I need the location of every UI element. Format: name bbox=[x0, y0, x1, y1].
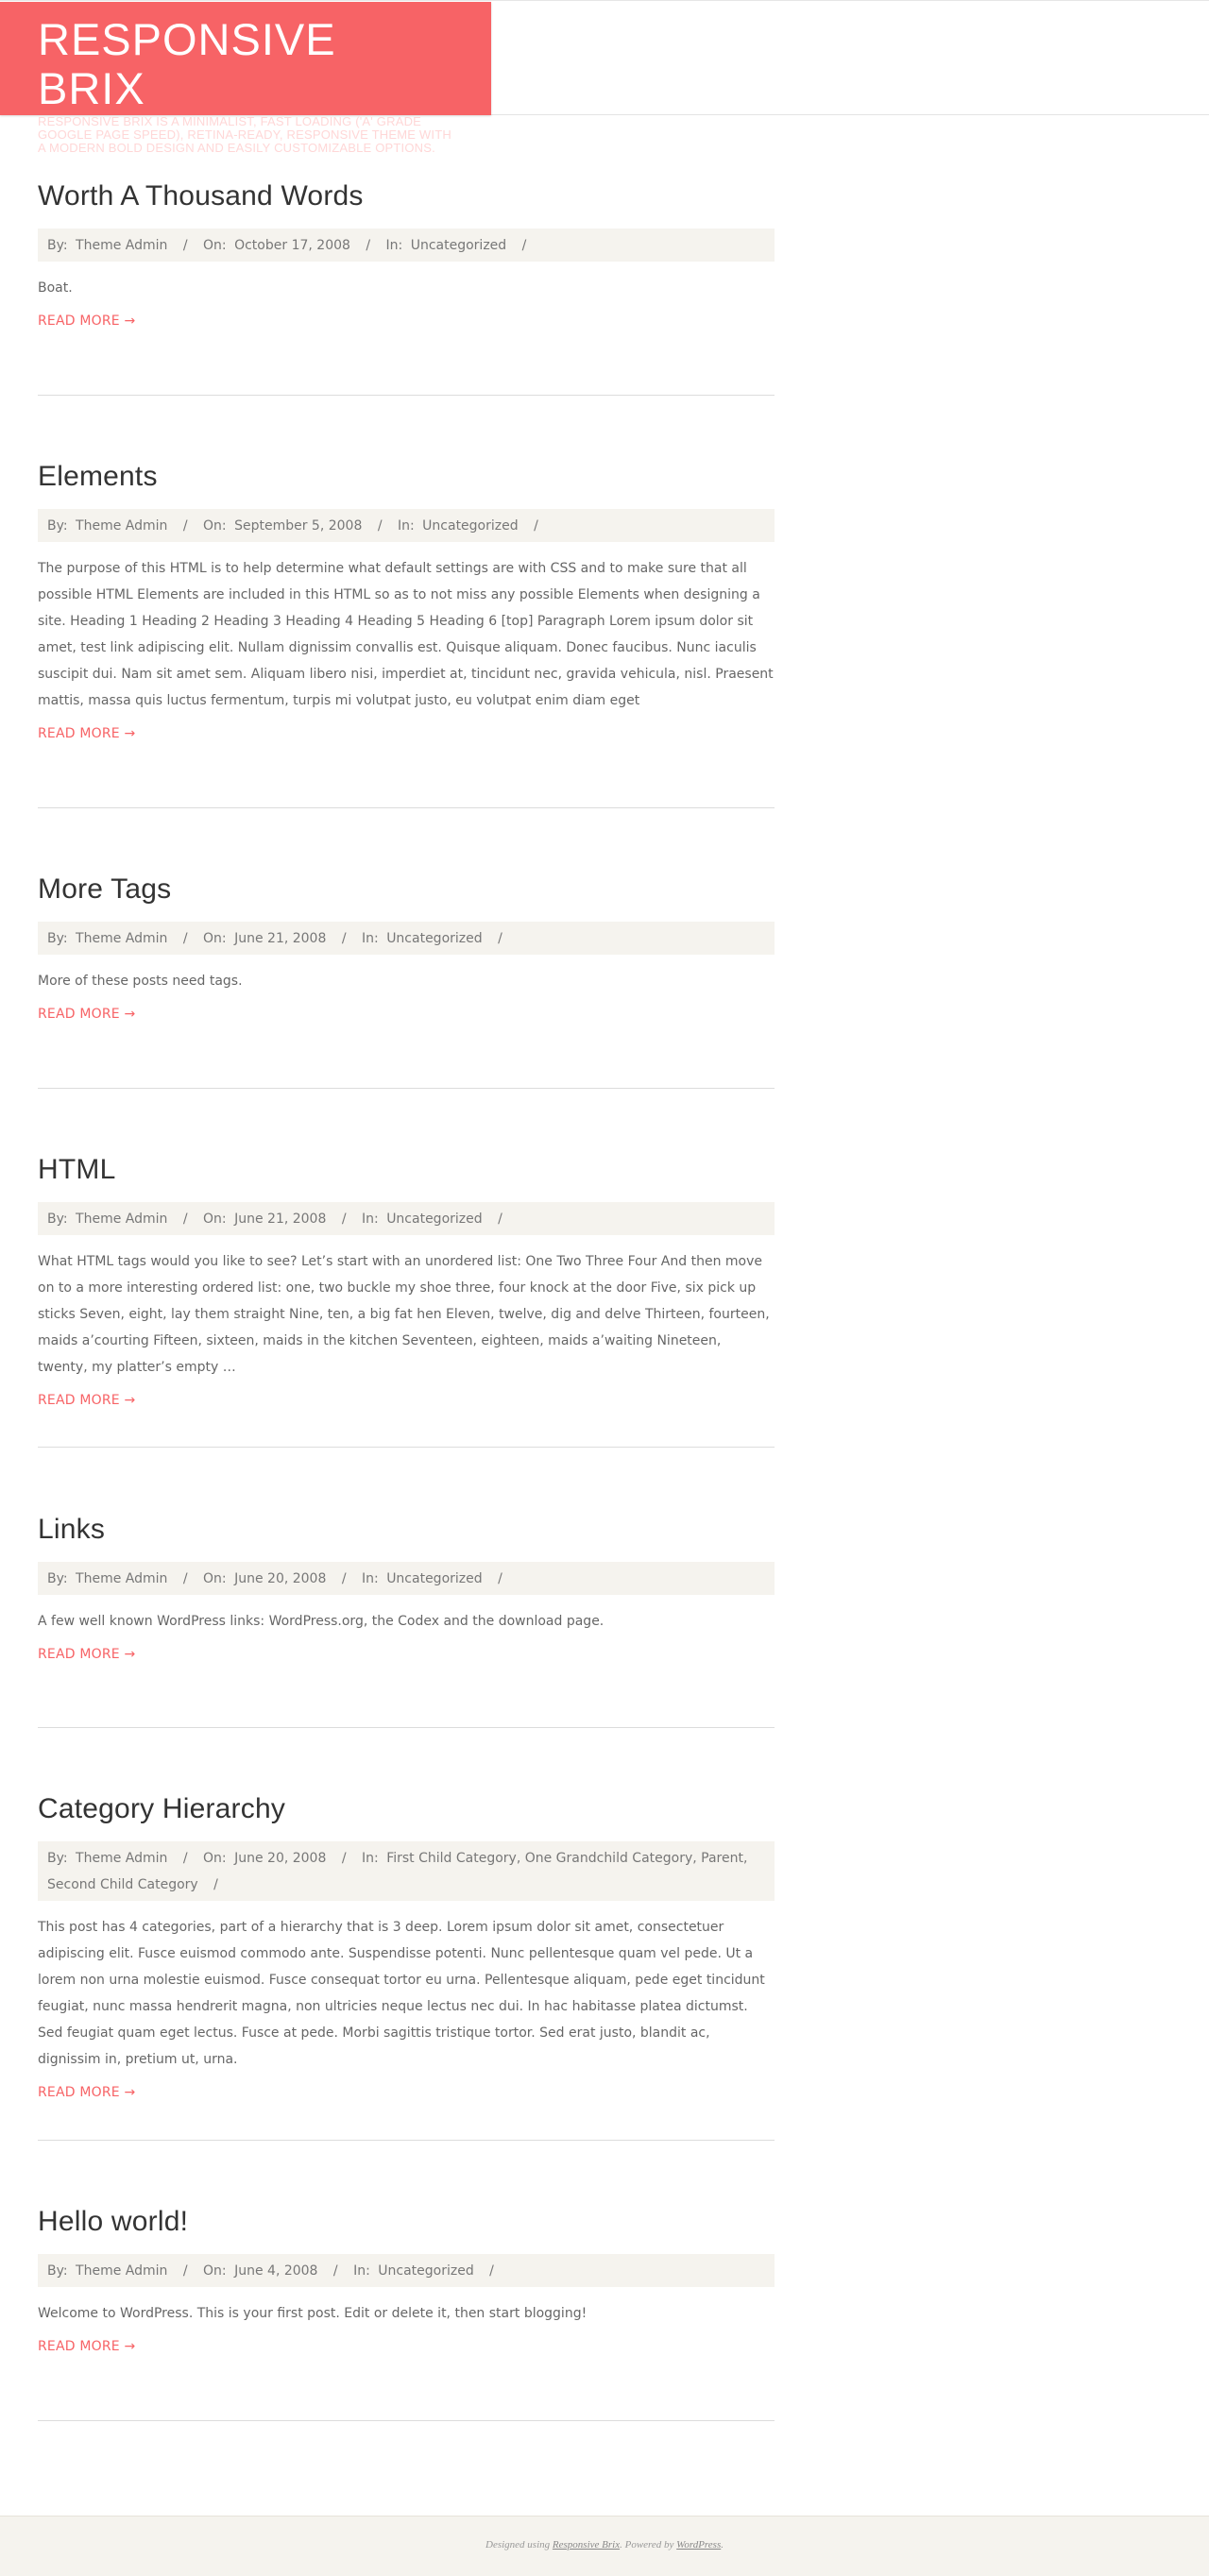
meta-date-link[interactable]: June 20, 2008 bbox=[234, 1571, 327, 1586]
post-divider bbox=[38, 1447, 775, 1448]
post-title-link[interactable]: Elements bbox=[38, 461, 158, 492]
post-excerpt: The purpose of this HTML is to help determine what default settings are with CSS and to make sure that all possible HTML Elements are included in this HTML so as to not miss any possible Elements when designing a site. Heading 1 Heading 2 Heading 3 Heading 4 Heading 5 Heading 6 [top] Paragraph Lorem ipsum dolor sit amet, test link adipiscing elit. Nullam dignissim convallis est. Quisque aliquam. Donec faucibus. Nunc iaculis suscipit dui. Nam sit amet sem. Aliquam libero nisi, imperdiet at, tincidunt nec, gravida vehicula, nisl. Praesent mattis, massa quis luctus fermentum, turpis mi volutpat justo, eu volutpat enim diam eget bbox=[38, 561, 774, 708]
meta-separator: / bbox=[377, 518, 383, 534]
post-title-link[interactable]: Hello world! bbox=[38, 2206, 189, 2237]
post-meta bbox=[38, 1841, 775, 1901]
post-meta bbox=[38, 1202, 775, 1235]
meta-author-link[interactable]: Theme Admin bbox=[76, 1851, 168, 1866]
meta-separator: / bbox=[332, 2263, 338, 2279]
post-excerpt: More of these posts need tags. bbox=[38, 974, 243, 989]
meta-category-link[interactable]: Uncategorized bbox=[386, 931, 483, 946]
meta-author-link[interactable]: Theme Admin bbox=[76, 238, 168, 253]
meta-category-link[interactable]: Uncategorized bbox=[410, 238, 507, 253]
post-meta bbox=[38, 922, 775, 955]
meta-separator: / bbox=[498, 931, 502, 946]
meta-by-label: By: bbox=[47, 518, 68, 534]
post-title[interactable] bbox=[38, 2205, 775, 2239]
meta-separator: / bbox=[521, 238, 527, 253]
meta-date-link[interactable]: June 21, 2008 bbox=[234, 1212, 327, 1227]
post bbox=[38, 2205, 775, 2354]
post-title-link[interactable]: More Tags bbox=[38, 873, 172, 905]
post-title-link[interactable]: HTML bbox=[38, 1154, 116, 1185]
meta-category-link[interactable]: Uncategorized bbox=[378, 2263, 474, 2279]
post bbox=[38, 179, 775, 329]
post-excerpt: Boat. bbox=[38, 280, 73, 296]
meta-separator: / bbox=[341, 1212, 347, 1227]
post bbox=[38, 1792, 775, 2100]
meta-on-label: On: bbox=[203, 1212, 227, 1227]
meta-separator: / bbox=[182, 238, 188, 253]
meta-in-label: In: bbox=[362, 1851, 379, 1866]
meta-in-label: In: bbox=[362, 931, 379, 946]
post-divider bbox=[38, 1727, 775, 1728]
meta-by-label: By: bbox=[47, 931, 68, 946]
post-excerpt: A few well known WordPress links: WordPress.org, the Codex and the download page. bbox=[38, 1614, 604, 1629]
meta-separator: / bbox=[534, 518, 538, 534]
post bbox=[38, 460, 775, 741]
meta-by-label: By: bbox=[47, 1212, 68, 1227]
meta-author-link[interactable]: Theme Admin bbox=[76, 1571, 168, 1586]
post-title[interactable] bbox=[38, 873, 775, 907]
meta-in-label: In: bbox=[398, 518, 415, 534]
post-title-link[interactable]: Category Hierarchy bbox=[38, 1793, 286, 1824]
post-excerpt: This post has 4 categories, part of a hierarchy that is 3 deep. Lorem ipsum dolor sit amet, consectetuer adipiscing elit. Fusce euismod commodo ante. Suspendisse potenti. Nunc pellentesque quam vel pede. Ut a lorem non urna molestie euismod. Fusce consequat tortor eu urna. Pellentesque aliquam, pede eget tincidunt feugiat, nunc massa hendrerit magna, non ultricies neque lectus nec dui. In hac habitasse platea dictumst. Sed feugiat quam eget lectus. Fusce at pede. Morbi sagittis tristique tortor. Sed erat justo, blandit ac, dignissim in, pretium ut, urna. bbox=[38, 1920, 765, 2067]
meta-in-label: In: bbox=[362, 1212, 379, 1227]
meta-separator: / bbox=[341, 1851, 347, 1866]
post-divider bbox=[38, 807, 775, 808]
meta-separator: / bbox=[182, 1851, 188, 1866]
post-meta bbox=[38, 509, 775, 542]
meta-by-label: By: bbox=[47, 1571, 68, 1586]
post-title-link[interactable]: Links bbox=[38, 1514, 106, 1545]
meta-date-link[interactable]: June 21, 2008 bbox=[234, 931, 327, 946]
post-meta bbox=[38, 229, 775, 262]
meta-author-link[interactable]: Theme Admin bbox=[76, 518, 168, 534]
post-meta bbox=[38, 2254, 775, 2287]
meta-by-label: By: bbox=[47, 238, 68, 253]
meta-separator: / bbox=[213, 1877, 218, 1892]
meta-separator: / bbox=[182, 1571, 188, 1586]
meta-separator: / bbox=[182, 518, 188, 534]
meta-separator: / bbox=[489, 2263, 494, 2279]
meta-separator: / bbox=[366, 238, 371, 253]
site-footer bbox=[0, 2516, 1209, 2576]
post-title-link[interactable]: Worth A Thousand Words bbox=[38, 180, 364, 212]
meta-author-link[interactable]: Theme Admin bbox=[76, 1212, 168, 1227]
post-title[interactable] bbox=[38, 460, 775, 494]
meta-date-link[interactable]: June 20, 2008 bbox=[234, 1851, 327, 1866]
meta-category-link[interactable]: First Child Category, One Grandchild Category, Parent, Second Child Category bbox=[47, 1851, 748, 1892]
post-divider bbox=[38, 2420, 775, 2421]
footer-suffix: . bbox=[721, 2539, 724, 2551]
meta-separator: / bbox=[182, 2263, 188, 2279]
meta-separator: / bbox=[182, 931, 188, 946]
meta-date-link[interactable]: June 4, 2008 bbox=[234, 2263, 318, 2279]
meta-author-link[interactable]: Theme Admin bbox=[76, 2263, 168, 2279]
meta-separator: / bbox=[341, 1571, 347, 1586]
meta-in-label: In: bbox=[362, 1571, 379, 1586]
meta-date-link[interactable]: October 17, 2008 bbox=[234, 238, 350, 253]
footer-powered-text: . Powered by bbox=[620, 2539, 674, 2551]
footer-wordpress-link[interactable]: WordPress bbox=[676, 2539, 722, 2551]
meta-category-link[interactable]: Uncategorized bbox=[422, 518, 519, 534]
footer-designed-text: Designed using bbox=[485, 2539, 551, 2551]
meta-category-link[interactable]: Uncategorized bbox=[386, 1571, 483, 1586]
read-more-link[interactable]: READ MORE → bbox=[38, 726, 136, 741]
post-title[interactable] bbox=[38, 1153, 775, 1187]
read-more-link[interactable]: READ MORE → bbox=[38, 1393, 136, 1408]
read-more-link[interactable]: READ MORE → bbox=[38, 2339, 136, 2354]
meta-in-label: In: bbox=[385, 238, 403, 253]
post bbox=[38, 873, 775, 1022]
meta-by-label: By: bbox=[47, 2263, 68, 2279]
meta-author-link[interactable]: Theme Admin bbox=[76, 931, 168, 946]
meta-separator: / bbox=[498, 1212, 502, 1227]
footer-theme-link[interactable]: Responsive Brix bbox=[552, 2539, 621, 2551]
meta-on-label: On: bbox=[203, 1571, 227, 1586]
post bbox=[38, 1153, 775, 1408]
meta-on-label: On: bbox=[203, 2263, 227, 2279]
meta-separator: / bbox=[182, 1212, 188, 1227]
meta-on-label: On: bbox=[203, 238, 227, 253]
post bbox=[38, 1513, 775, 1662]
meta-by-label: By: bbox=[47, 1851, 68, 1866]
post-excerpt: What HTML tags would you like to see? Let’s start with an unordered list: One Two Three Four And then move on to a more interesting ordered list: one, two buckle my shoe three, four knock at the door Five, six pick up sticks Seven, eight, lay them straight Nine, ten, a big fat hen Eleven, twelve, dig and delve Thirteen, fourteen, maids a’courting Fifteen, sixteen, maids in the kitchen Seventeen, eighteen, maids a’waiting Nineteen, twenty, my platter’s empty … bbox=[38, 1254, 770, 1375]
post-title[interactable] bbox=[38, 1792, 775, 1826]
meta-category-link[interactable]: Uncategorized bbox=[386, 1212, 483, 1227]
post-divider bbox=[38, 1088, 775, 1089]
meta-date-link[interactable]: September 5, 2008 bbox=[234, 518, 363, 534]
brand-block bbox=[0, 2, 491, 155]
site-header bbox=[0, 0, 1209, 155]
read-more-link[interactable]: READ MORE → bbox=[38, 1007, 136, 1022]
meta-separator: / bbox=[341, 931, 347, 946]
meta-on-label: On: bbox=[203, 518, 227, 534]
read-more-link[interactable]: READ MORE → bbox=[38, 1647, 136, 1662]
post-title[interactable] bbox=[38, 1513, 775, 1547]
meta-on-label: On: bbox=[203, 931, 227, 946]
read-more-link[interactable]: READ MORE → bbox=[38, 314, 136, 329]
meta-separator: / bbox=[498, 1571, 502, 1586]
post-title[interactable] bbox=[38, 179, 775, 213]
post-meta bbox=[38, 1562, 775, 1595]
post-excerpt: Welcome to WordPress. This is your first post. Edit or delete it, then start blogging! bbox=[38, 2306, 587, 2321]
meta-in-label: In: bbox=[353, 2263, 370, 2279]
post-divider bbox=[38, 395, 775, 396]
read-more-link[interactable]: READ MORE → bbox=[38, 2085, 136, 2100]
post-divider bbox=[38, 2140, 775, 2141]
site-description: RESPONSIVE BRIX IS A MINIMALIST, FAST LOADING ('A' GRADE GOOGLE PAGE SPEED), RETINA-READY, RESPONSIVE THEME WITH A MODERN BOLD DESIGN AND EASILY CUSTOMIZABLE OPTIONS. bbox=[38, 114, 451, 155]
site-title-link[interactable]: RESPONSIVE BRIX bbox=[38, 14, 336, 113]
meta-on-label: On: bbox=[203, 1851, 227, 1866]
